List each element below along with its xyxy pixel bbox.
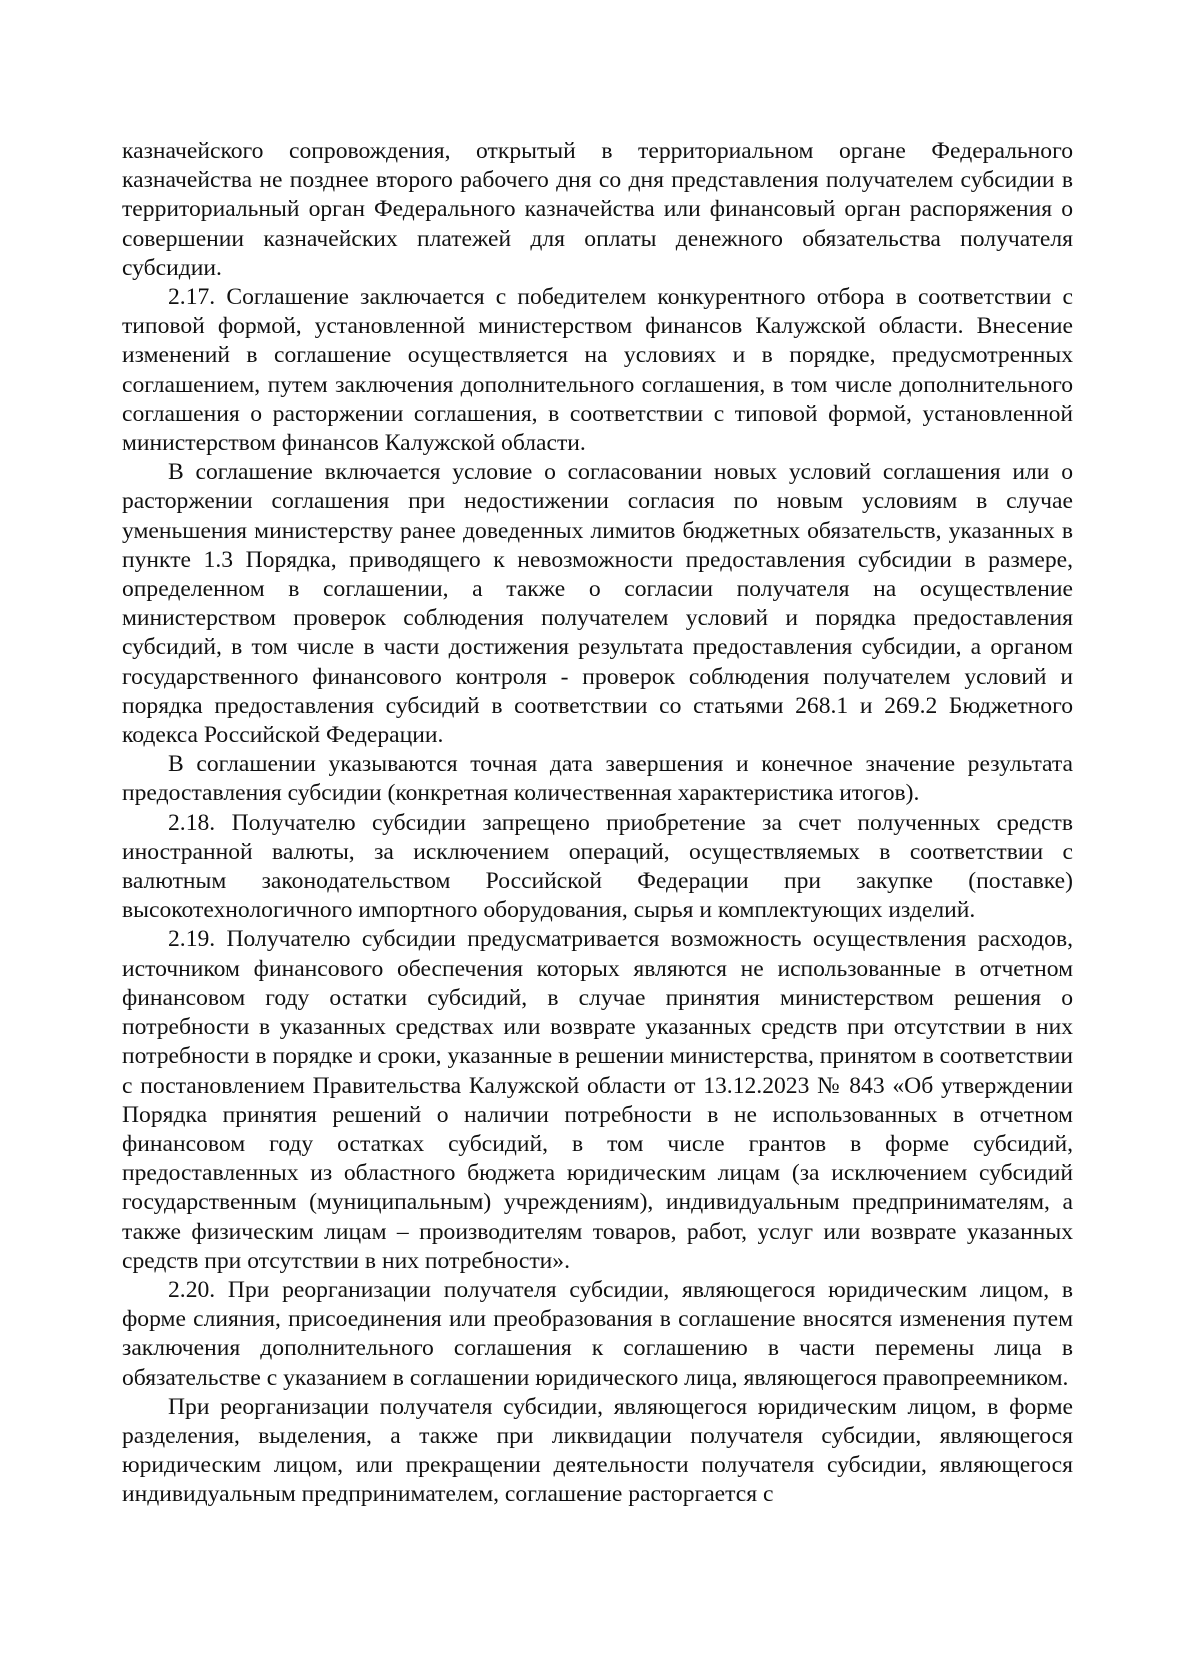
paragraph-liquidation: При реорганизации получателя субсидии, являющегося юридическим лицом, в форме разделения, выделения, а также при ликвидации получателя субсидии, являющегося юридическим лицом, или прекращении деятельности получателя субсидии, являющегося индивидуальным предпринимателем, соглашение расторгается с [122, 1393, 1073, 1508]
document-body [122, 137, 1073, 1510]
paragraph-2-18-currency: 2.18. Получателю субсидии запрещено приобретение за счет полученных средств иностранной валюты, за исключением операций, осуществляемых в соответствии с валютным законодательством Российской Федерации при закупке (поставке) высокотехнологичного импортного оборудования, сырья и комплектующих изделий. [122, 809, 1073, 924]
paragraph-completion-date: В соглашении указываются точная дата завершения и конечное значение результата предоставления субсидии (конкретная количественная характеристика итогов). [122, 751, 1073, 807]
paragraph-agreement-conditions: В соглашение включается условие о согласовании новых условий соглашения или о расторжении соглашения при недостижении согласия по новым условиям в случае уменьшения министерству ранее доведенных лимитов бюджетных обязательств, указанных в пункте 1.3 Порядка, приводящего к невозможности предоставления субсидии в размере, определенном в соглашении, а также о согласии получателя на осуществление министерством проверок соблюдения получателем условий и порядка предоставления субсидий, в том числе в части достижения результата предоставления субсидии, а органом государственного финансового контроля - проверок соблюдения получателем условий и порядка предоставления субсидий в соответствии со статьями 268.1 и 269.2 Бюджетного кодекса Российской Федерации. [122, 459, 1073, 749]
paragraph-2-19-unused-balances: 2.19. Получателю субсидии предусматривается возможность осуществления расходов, источником финансового обеспечения которых являются не использованные в отчетном финансовом году остатки субсидий, в случае принятия министерством решения о потребности в указанных средствах или возврате указанных средств при отсутствии в них потребности в порядке и сроки, указанные в решении министерства, принятом в соответствии с постановлением Правительства Калужской области от 13.12.2023 № 843 «Об утверждении Порядка принятия решений о наличии потребности в не использованных в отчетном финансовом году остатках субсидий, в том числе грантов в форме субсидий, предоставленных из областного бюджета юридическим лицам (за исключением субсидий государственным (муниципальным) учреждениям), индивидуальным предпринимателям, а также физическим лицам – производителям товаров, работ, услуг или возврате указанных средств при отсутствии в них потребности». [122, 926, 1073, 1274]
paragraph-2-20-reorganization: 2.20. При реорганизации получателя субсидии, являющегося юридическим лицом, в форме слияния, присоединения или преобразования в соглашение вносятся изменения путем заключения дополнительного соглашения к соглашению в части перемены лица в обязательстве с указанием в соглашении юридического лица, являющегося правопреемником. [122, 1276, 1073, 1391]
paragraph-2-17-agreement: 2.17. Соглашение заключается с победителем конкурентного отбора в соответствии с типовой формой, установленной министерством финансов Калужской области. Внесение изменений в соглашение осуществляется на условиях и в порядке, предусмотренных соглашением, путем заключения дополнительного соглашения, в том числе дополнительного соглашения о расторжении соглашения, в соответствии с типовой формой, установленной министерством финансов Калужской области. [122, 284, 1073, 457]
paragraph-treasury-account: казначейского сопровождения, открытый в территориальном органе Федерального казначейства не позднее второго рабочего дня со дня представления получателем субсидии в территориальный орган Федерального казначейства или финансовый орган распоряжения о совершении казначейских платежей для оплаты денежного обязательства получателя субсидии. [122, 138, 1073, 281]
